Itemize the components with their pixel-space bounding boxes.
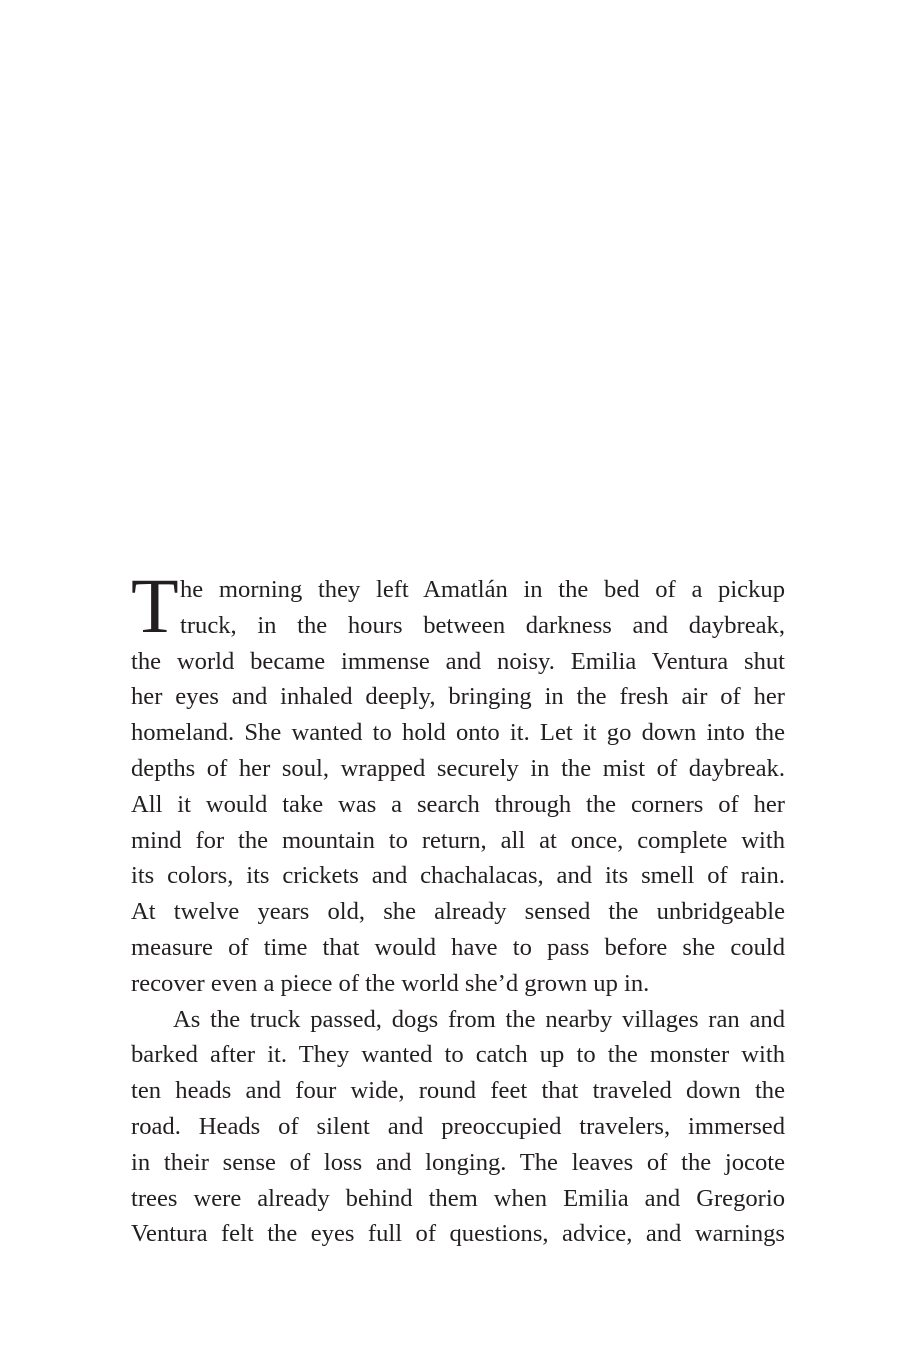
drop-cap: T	[131, 562, 179, 649]
paragraph-2	[131, 1002, 785, 1253]
text-line: ten heads and four wide, round feet that traveled down the	[131, 1077, 785, 1105]
body-text	[131, 562, 785, 1252]
text-line: Ventura felt the eyes full of questions, advice, and warnings	[131, 1220, 785, 1248]
text-line: its colors, its crickets and chachalacas, and its smell of rain.	[131, 862, 785, 890]
text-line: her eyes and inhaled deeply, bringing in the fresh air of her	[131, 683, 785, 711]
text-line: mind for the mountain to return, all at once, complete with	[131, 826, 785, 854]
text-line: he morning they left Amatlán in the bed of a pickup	[180, 576, 785, 603]
text-line: in their sense of loss and longing. The leaves of the jocote	[131, 1148, 785, 1176]
text-line: recover even a piece of the world she’d grown up in.	[131, 969, 650, 997]
text-line: As the truck passed, dogs from the nearby villages ran and	[173, 1005, 785, 1033]
paragraph-1	[131, 562, 785, 1002]
text-line: measure of time that would have to pass before she could	[131, 933, 785, 961]
text-line: depths of her soul, wrapped securely in the mist of daybreak.	[131, 754, 785, 782]
text-line: the world became immense and noisy. Emilia Ventura shut	[131, 647, 785, 675]
text-line: truck, in the hours between darkness and daybreak,	[180, 611, 785, 639]
text-line: All it would take was a search through the corners of her	[131, 790, 785, 818]
text-line: road. Heads of silent and preoccupied travelers, immersed	[131, 1112, 785, 1140]
text-line: homeland. She wanted to hold onto it. Let it go down into the	[131, 719, 785, 747]
text-line: barked after it. They wanted to catch up to the monster with	[131, 1041, 785, 1069]
text-line: At twelve years old, she already sensed the unbridgeable	[131, 898, 785, 926]
text-line: trees were already behind them when Emilia and Gregorio	[131, 1184, 785, 1212]
